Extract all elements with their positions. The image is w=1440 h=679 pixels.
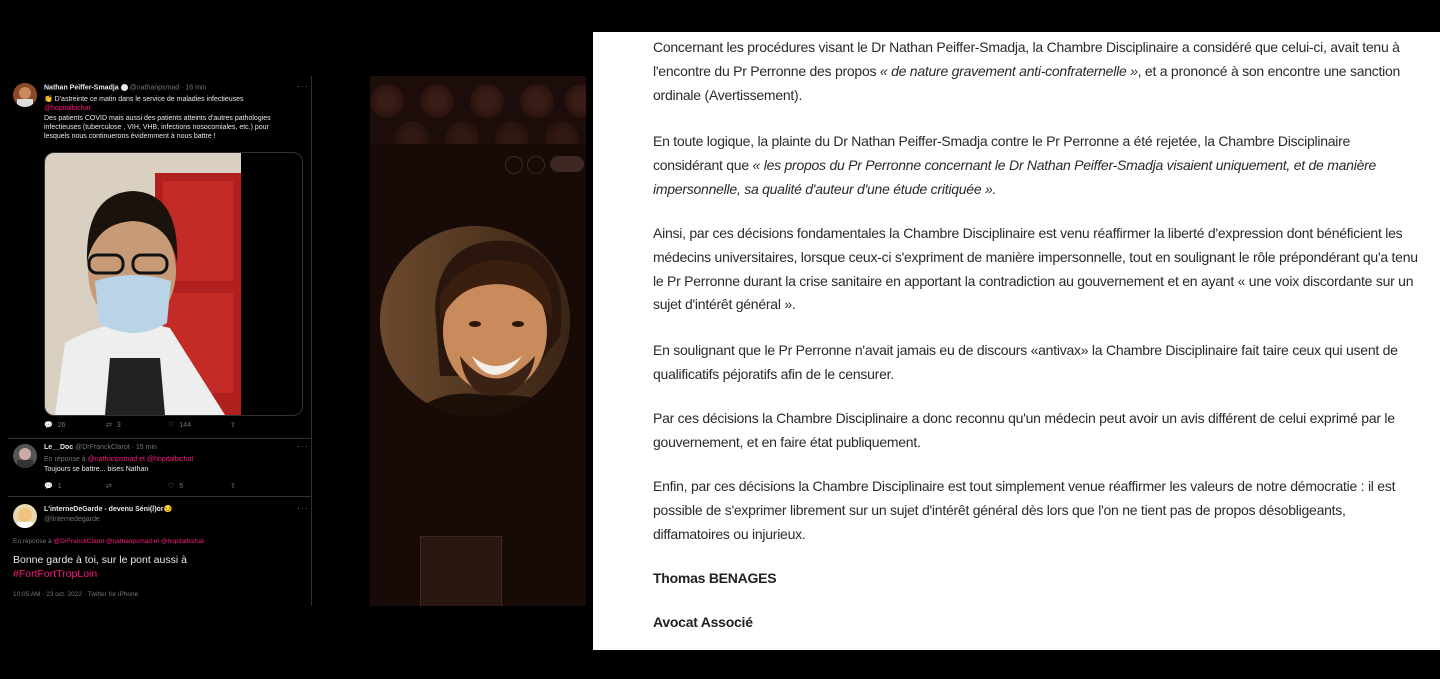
like-icon: ♡ [168, 422, 175, 429]
header-pattern [370, 84, 404, 118]
follow-button[interactable] [550, 156, 584, 172]
article-paragraph [653, 36, 1423, 107]
divider [8, 438, 311, 439]
avatar[interactable] [13, 444, 37, 468]
reply-icon: 💬 [44, 422, 53, 429]
paragraph-text: En toute logique, la plainte du Dr Nathan Peiffer-Smadja contre le Pr Perronne a été rejetée, la Chambre Disciplinaire considérant que [653, 133, 1351, 173]
share-button[interactable] [230, 482, 292, 490]
message-icon[interactable] [527, 156, 545, 174]
media-thumbnail[interactable] [420, 536, 502, 606]
tweet-timestamp[interactable]: 10:05 AM · 23 oct. 2022 · Twitter for iPhone [13, 591, 139, 598]
avatar-photo [13, 444, 37, 468]
like-count: 144 [179, 421, 191, 429]
article-panel [593, 32, 1440, 650]
tweet-header [44, 84, 206, 91]
article-paragraph: Par ces décisions la Chambre Disciplinaire a donc reconnu qu'un médecin peut avoir un avis différent de celui exprimé par le gouvernement, et en faire état publiquement. [653, 410, 1395, 450]
profile-photo [380, 226, 570, 416]
like-count: 5 [179, 482, 184, 490]
more-icon[interactable]: ··· [297, 81, 309, 91]
avatar[interactable] [13, 83, 37, 107]
reply-context [44, 455, 193, 464]
reply-prefix: En réponse à [13, 538, 52, 545]
more-icon[interactable] [505, 156, 523, 174]
paragraph-text: , et a prononcé à son encontre une sanction ordinale (Avertissement). [653, 62, 1401, 103]
reply-to-link[interactable]: @DrFranckClarot @nathanpsmad et @hopitalbichat [53, 538, 205, 545]
retweet-icon: ⇄ [106, 422, 112, 429]
author-handle[interactable]: @linternedegarde [44, 516, 100, 523]
avatar[interactable] [13, 504, 37, 528]
verified-badge-icon [121, 84, 128, 91]
tweet-text: 👏 D'astreinte ce matin dans le service de maladies infectieuses [44, 96, 244, 103]
divider [8, 496, 311, 497]
paragraph-text: Concernant les procédures visant le Dr Nathan Peiffer-Smadja, la Chambre Disciplinaire a considéré que celui-ci, avait tenu à l'encontre du Pr Perronne des propos [653, 39, 1400, 79]
tweet-header [44, 444, 157, 451]
tweet-header [44, 505, 172, 513]
header-pattern [420, 84, 454, 118]
reply-prefix: En réponse à [44, 456, 86, 463]
reply-icon: 💬 [44, 483, 53, 490]
share-icon: ⇪ [230, 422, 236, 429]
hashtag-link[interactable]: #FortFortTropLoin [13, 568, 98, 580]
reply-count: 1 [57, 482, 62, 490]
signature-title: Avocat Associé [653, 614, 753, 630]
tweet-text: lesquels nous continuerons évidemment à nous battre ! [44, 133, 216, 140]
avatar-photo [13, 83, 37, 107]
author-name[interactable]: Nathan Peiffer-Smadja [44, 84, 119, 92]
article-paragraph: Enfin, par ces décisions la Chambre Disciplinaire est tout simplement venue réaffirmer les valeurs de notre démocratie : il est possible de s'exprimer librement sur un sujet d'intérêt général dès lors que l'on ne tient pas de propos désobligeants, diffamatoires ou injurieux. [653, 478, 1396, 542]
twitter-thread [8, 76, 312, 606]
reply-count: 26 [57, 421, 66, 429]
paragraph-quote: « de nature gravement anti-confraternelle » [879, 62, 1138, 79]
share-button[interactable] [230, 421, 292, 429]
tweet-text: Bonne garde à toi, sur le pont aussi à [13, 554, 187, 566]
article-paragraph [653, 130, 1423, 201]
share-icon: ⇪ [230, 483, 236, 490]
tweet-actions [44, 421, 292, 429]
tweet-actions [44, 482, 292, 490]
retweet-button[interactable] [106, 482, 168, 490]
author-handle[interactable]: @nathanpsmad · 16 min [129, 84, 207, 92]
signature-name: Thomas BENAGES [653, 570, 777, 586]
article-paragraph: Ainsi, par ces décisions fondamentales la Chambre Disciplinaire est venu réaffirmer la liberté d'expression dont bénéficient les médecins universitaires, lorsque ceux-ci s'expriment de manière impersonnelle, tout en soulignant le rôle prépondérant qu'a tenu le Pr Perronne durant la crise sanitaire en apportant la contradiction au gouvernement et en ayant « une voix discordante sur un sujet d'intérêt général ». [653, 225, 1418, 313]
mention-link[interactable]: @hopitalbichat [44, 105, 91, 112]
header-pattern [565, 84, 586, 118]
author-name[interactable]: L'interneDeGarde - devenu Séni(l)or😏 [44, 506, 173, 513]
like-icon: ♡ [168, 483, 175, 490]
avatar-photo [13, 504, 37, 528]
profile-avatar-enlarged[interactable] [380, 226, 570, 416]
reply-button[interactable] [44, 482, 106, 490]
more-icon[interactable]: ··· [297, 503, 309, 513]
selfie-image [45, 153, 302, 415]
tweet-text: Toujours se battre... bises Nathan [44, 466, 149, 473]
retweet-button[interactable] [106, 421, 168, 429]
header-pattern [470, 84, 504, 118]
like-button[interactable] [168, 482, 230, 490]
reply-context [13, 537, 204, 546]
like-button[interactable] [168, 421, 230, 429]
header-pattern [520, 84, 554, 118]
tweet-text: infectieuses (tuberculose , VIH, VHB, infections nosocomiales, etc.) pour [44, 124, 269, 131]
reply-to-link[interactable]: @nathanpsmad et @hopitalbichat [87, 456, 194, 463]
article-paragraph: En soulignant que le Pr Perronne n'avait jamais eu de discours «antivax» la Chambre Disciplinaire fait taire ceux qui usent de qualificatifs péjoratifs afin de le censurer. [653, 342, 1398, 382]
retweet-count: 3 [116, 421, 121, 429]
paragraph-quote: « les propos du Pr Perronne concernant le Dr Nathan Peiffer-Smadja visaient uniquement, et de manière impersonnelle, sa qualité d'auteur d'une étude critiquée ». [653, 156, 1377, 197]
author-name[interactable]: Le__Doc [44, 444, 74, 451]
retweet-icon: ⇄ [106, 483, 112, 490]
tweet-text: Des patients COVID mais aussi des patients atteints d'autres pathologies [44, 115, 271, 122]
tweet-photo[interactable] [44, 152, 303, 416]
reply-button[interactable] [44, 421, 106, 429]
author-handle[interactable]: @DrFranckClarot · 15 min [75, 444, 157, 451]
more-icon[interactable]: ··· [297, 441, 309, 451]
